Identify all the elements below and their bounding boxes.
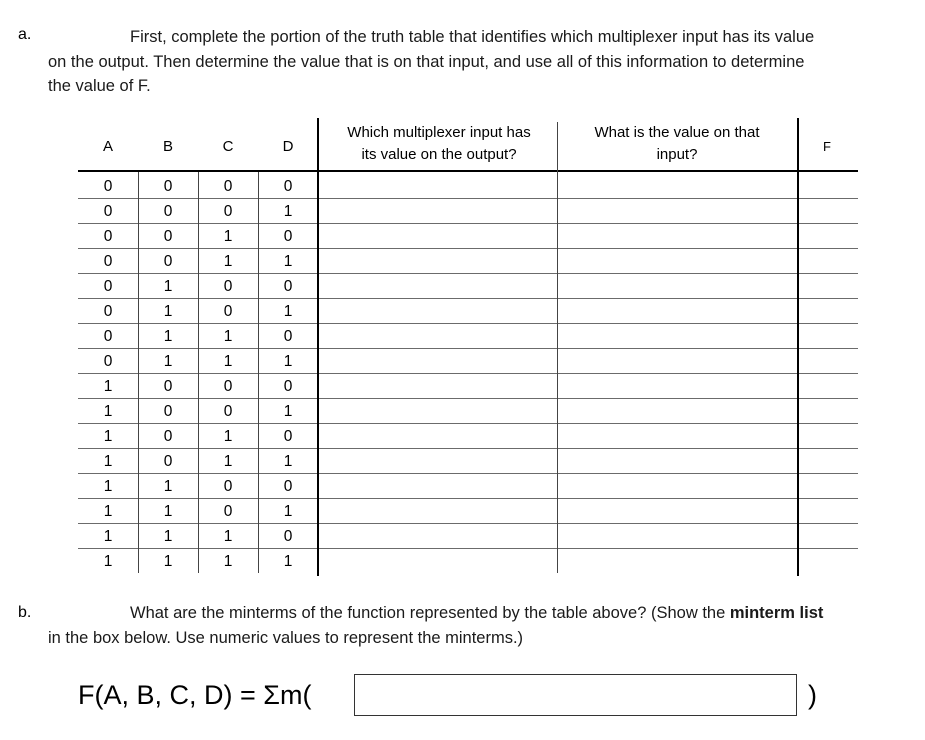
f-answer-cell[interactable] — [800, 224, 856, 248]
mux-input-answer-cell[interactable] — [320, 424, 556, 448]
f-answer-cell[interactable] — [800, 449, 856, 473]
divider-value-f — [797, 118, 799, 576]
input-value-answer-cell[interactable] — [560, 299, 796, 323]
header-mux-input-line2: its value on the output? — [361, 146, 517, 163]
table-cell: 1 — [163, 478, 173, 495]
f-answer-cell[interactable] — [800, 474, 856, 498]
input-value-answer-cell[interactable] — [560, 524, 796, 548]
mux-input-answer-cell[interactable] — [320, 474, 556, 498]
part-a-line3: the value of F. — [48, 77, 151, 95]
table-cell: 1 — [163, 328, 173, 345]
input-value-answer-cell[interactable] — [560, 449, 796, 473]
table-cell: 1 — [223, 553, 233, 570]
header-mux-input-line1: Which multiplexer input has — [347, 124, 531, 141]
header-input-value-line2: input? — [656, 146, 698, 163]
table-cell: 0 — [283, 378, 293, 395]
table-cell: 0 — [163, 428, 173, 445]
header-rule — [78, 170, 858, 172]
header-b: B — [162, 138, 173, 155]
table-cell: 1 — [103, 478, 113, 495]
f-answer-cell[interactable] — [800, 499, 856, 523]
input-value-answer-cell[interactable] — [560, 174, 796, 198]
table-cell: 1 — [223, 228, 233, 245]
table-cell: 1 — [283, 203, 293, 220]
mux-input-answer-cell[interactable] — [320, 524, 556, 548]
mux-input-answer-cell[interactable] — [320, 499, 556, 523]
input-value-answer-cell[interactable] — [560, 399, 796, 423]
f-answer-cell[interactable] — [800, 199, 856, 223]
mux-input-answer-cell[interactable] — [320, 324, 556, 348]
table-cell: 0 — [163, 378, 173, 395]
table-cell: 1 — [103, 403, 113, 420]
header-a: A — [102, 138, 113, 155]
input-value-answer-cell[interactable] — [560, 549, 796, 573]
table-cell: 0 — [283, 428, 293, 445]
header-input-value — [558, 122, 796, 166]
mux-input-answer-cell[interactable] — [320, 399, 556, 423]
f-answer-cell[interactable] — [800, 399, 856, 423]
table-cell: 0 — [163, 203, 173, 220]
input-value-answer-cell[interactable] — [560, 249, 796, 273]
formula-close-paren: ) — [808, 680, 817, 710]
mux-input-answer-cell[interactable] — [320, 549, 556, 573]
table-cell: 1 — [163, 553, 173, 570]
f-answer-cell[interactable] — [800, 549, 856, 573]
f-answer-cell[interactable] — [800, 324, 856, 348]
table-cell: 0 — [223, 178, 233, 195]
table-cell: 1 — [283, 253, 293, 270]
table-cell: 0 — [223, 503, 233, 520]
input-value-answer-cell[interactable] — [560, 199, 796, 223]
table-cell: 1 — [223, 353, 233, 370]
table-cell: 1 — [283, 553, 293, 570]
table-cell: 0 — [163, 403, 173, 420]
table-cell: 0 — [103, 328, 113, 345]
header-c: C — [222, 138, 234, 155]
input-value-answer-cell[interactable] — [560, 349, 796, 373]
table-cell: 1 — [223, 328, 233, 345]
mux-input-answer-cell[interactable] — [320, 174, 556, 198]
table-cell: 1 — [283, 303, 293, 320]
f-answer-cell[interactable] — [800, 274, 856, 298]
f-answer-cell[interactable] — [800, 424, 856, 448]
table-cell: 0 — [223, 478, 233, 495]
part-b-label: b. — [18, 604, 32, 621]
f-answer-cell[interactable] — [800, 299, 856, 323]
divider-ab — [138, 172, 139, 573]
table-cell: 1 — [163, 278, 173, 295]
input-value-answer-cell[interactable] — [560, 474, 796, 498]
input-value-answer-cell[interactable] — [560, 224, 796, 248]
mux-input-answer-cell[interactable] — [320, 374, 556, 398]
table-cell: 1 — [103, 428, 113, 445]
table-cell: 0 — [103, 228, 113, 245]
header-d: D — [282, 138, 294, 155]
table-cell: 0 — [223, 403, 233, 420]
table-cell: 0 — [283, 528, 293, 545]
minterm-answer-box[interactable] — [354, 674, 797, 716]
table-cell: 1 — [163, 503, 173, 520]
table-cell: 1 — [103, 553, 113, 570]
table-cell: 1 — [283, 453, 293, 470]
part-a-line1: First, complete the portion of the truth table that identifies which multiplexer input has its value — [130, 28, 815, 46]
table-cell: 1 — [223, 253, 233, 270]
mux-input-answer-cell[interactable] — [320, 274, 556, 298]
header-input-value-line1: What is the value on that — [594, 124, 760, 141]
table-cell: 0 — [103, 253, 113, 270]
table-cell: 1 — [283, 353, 293, 370]
divider-cd — [258, 172, 259, 573]
minterm-formula: F(A, B, C, D) = Σm( — [78, 680, 312, 710]
mux-input-answer-cell[interactable] — [320, 199, 556, 223]
table-cell: 0 — [103, 203, 113, 220]
table-cell: 0 — [103, 303, 113, 320]
minterm-input[interactable] — [355, 675, 796, 715]
mux-input-answer-cell[interactable] — [320, 224, 556, 248]
f-answer-cell[interactable] — [800, 374, 856, 398]
table-cell: 0 — [103, 353, 113, 370]
input-value-answer-cell[interactable] — [560, 374, 796, 398]
table-cell: 0 — [283, 228, 293, 245]
table-cell: 1 — [283, 503, 293, 520]
input-value-answer-cell[interactable] — [560, 424, 796, 448]
input-value-answer-cell[interactable] — [560, 324, 796, 348]
table-cell: 1 — [103, 453, 113, 470]
table-cell: 0 — [163, 453, 173, 470]
input-value-answer-cell[interactable] — [560, 499, 796, 523]
part-a-line2: on the output. Then determine the value that is on that input, and use all of this information to determine — [48, 52, 805, 71]
table-cell: 0 — [163, 253, 173, 270]
divider-bc — [198, 172, 199, 573]
table-cell: 1 — [103, 503, 113, 520]
table-cell: 0 — [103, 178, 113, 195]
table-cell: 0 — [223, 278, 233, 295]
input-value-answer-cell[interactable] — [560, 274, 796, 298]
header-f: F — [823, 139, 831, 154]
table-cell: 1 — [163, 303, 173, 320]
part-a-label: a. — [18, 26, 32, 43]
table-cell: 1 — [223, 428, 233, 445]
table-cell: 0 — [103, 278, 113, 295]
table-cell: 0 — [163, 228, 173, 245]
mux-input-answer-cell[interactable] — [320, 349, 556, 373]
part-b-line2: in the box below. Use numeric values to represent the minterms.) — [48, 628, 524, 647]
table-cell: 1 — [163, 353, 173, 370]
table-cell: 0 — [283, 178, 293, 195]
f-answer-cell[interactable] — [800, 249, 856, 273]
mux-input-answer-cell[interactable] — [320, 299, 556, 323]
table-cell: 0 — [283, 278, 293, 295]
divider-mux-value — [557, 122, 558, 573]
part-b-instructions — [48, 601, 918, 650]
f-answer-cell[interactable] — [800, 349, 856, 373]
table-cell: 0 — [163, 178, 173, 195]
table-cell: 1 — [163, 528, 173, 545]
table-cell: 1 — [103, 528, 113, 545]
table-cell: 1 — [103, 378, 113, 395]
table-cell: 1 — [223, 453, 233, 470]
table-cell: 0 — [223, 303, 233, 320]
mux-input-answer-cell[interactable] — [320, 249, 556, 273]
mux-input-answer-cell[interactable] — [320, 449, 556, 473]
table-cell: 1 — [223, 528, 233, 545]
table-cell: 0 — [223, 203, 233, 220]
divider-d-mux — [317, 118, 319, 576]
table-cell: 1 — [283, 403, 293, 420]
part-b-line1: What are the minterms of the function represented by the table above? (Show the — [130, 604, 730, 622]
table-cell: 0 — [283, 328, 293, 345]
table-cell: 0 — [223, 378, 233, 395]
part-b-bold-text: minterm list — [729, 604, 824, 622]
f-answer-cell[interactable] — [800, 524, 856, 548]
table-cell: 0 — [283, 478, 293, 495]
f-answer-cell[interactable] — [800, 174, 856, 198]
header-mux-input — [320, 122, 558, 166]
